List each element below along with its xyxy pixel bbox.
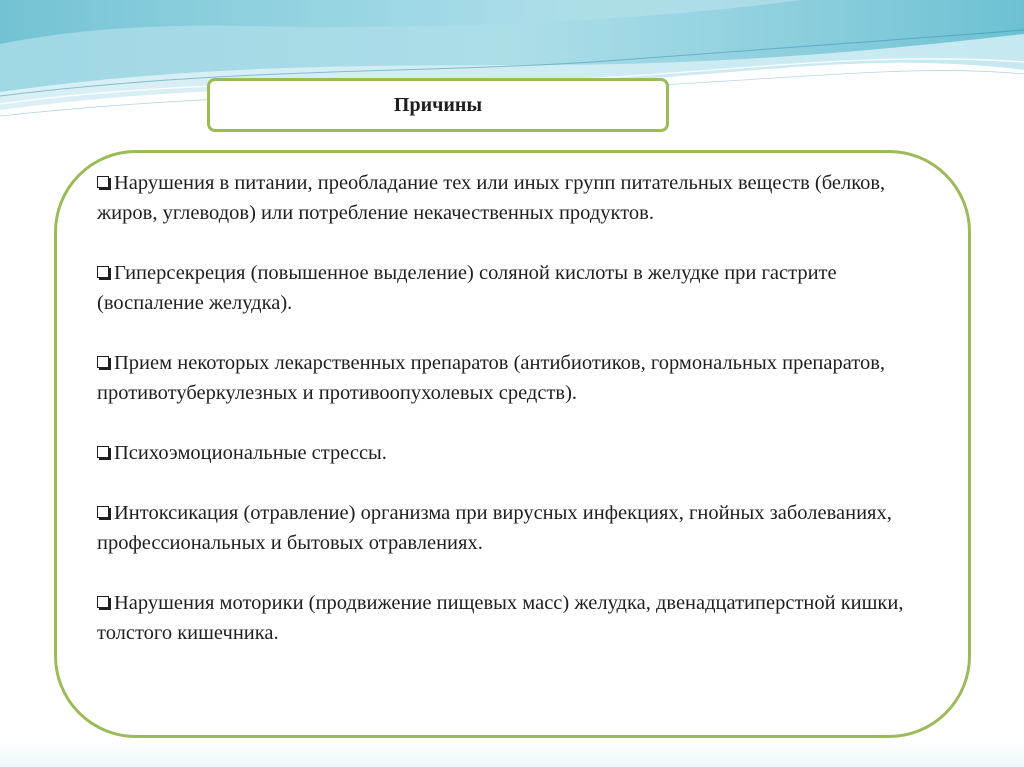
list-item <box>97 498 947 558</box>
page-title: Причины <box>393 93 483 116</box>
title-box <box>207 78 669 132</box>
checkbox-bullet-icon <box>97 446 109 458</box>
list-item-text: Нарушения в питании, преобладание тех или иных групп питательных веществ (белков, жиров, углеводов) или потребление некачественных продуктов. <box>97 172 886 224</box>
checkbox-bullet-icon <box>97 506 109 518</box>
list-item <box>97 348 947 408</box>
checkbox-bullet-icon <box>97 266 109 278</box>
checkbox-bullet-icon <box>97 596 109 608</box>
list-item-text: Нарушения моторики (продвижение пищевых масс) желудка, двенадцатиперстной кишки, толстого кишечника. <box>97 592 904 644</box>
list-item <box>97 588 947 648</box>
list-item-text: Гиперсекреция (повышенное выделение) соляной кислоты в желудке при гастрите (воспаление желудка). <box>97 262 837 314</box>
bottom-gradient-band <box>0 741 1024 767</box>
list-item-text: Прием некоторых лекарственных препаратов (антибиотиков, гормональных препаратов, противотуберкулезных и противоопухолевых средств). <box>97 352 886 404</box>
list-item <box>97 438 947 468</box>
list-item-text: Психоэмоциональные стрессы. <box>114 442 387 464</box>
list-item <box>97 258 947 318</box>
checkbox-bullet-icon <box>97 176 109 188</box>
causes-list <box>97 168 947 648</box>
list-item-text: Интоксикация (отравление) организма при вирусных инфекциях, гнойных заболеваниях, профессиональных и бытовых отравлениях. <box>97 502 892 554</box>
checkbox-bullet-icon <box>97 356 109 368</box>
list-item <box>97 168 947 228</box>
